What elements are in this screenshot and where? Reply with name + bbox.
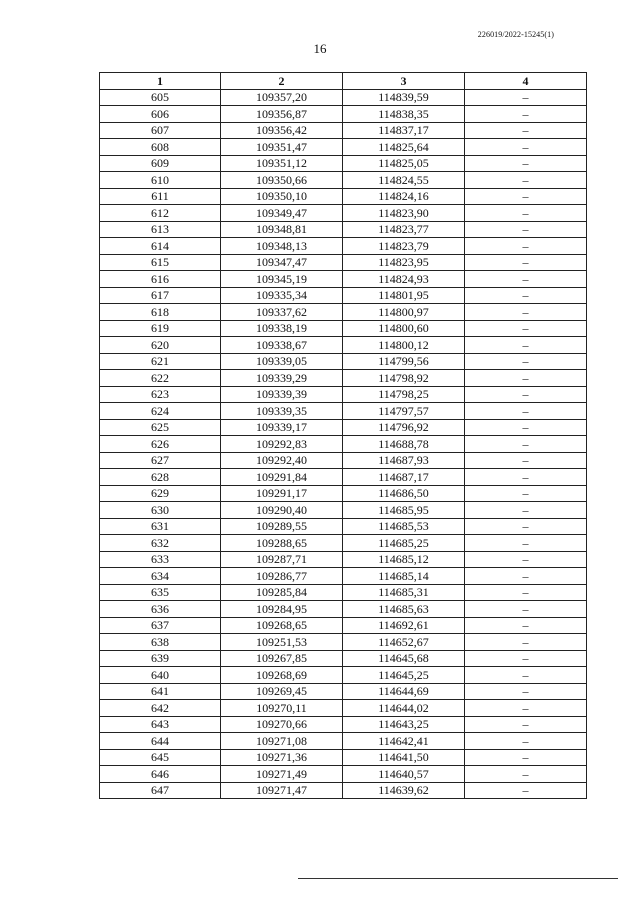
note-cell: – [465, 634, 587, 651]
x-coordinate-cell: 109350,66 [221, 172, 343, 189]
note-cell: – [465, 700, 587, 717]
y-coordinate-cell: 114823,77 [343, 221, 465, 238]
table-row [100, 634, 587, 651]
note-cell: – [465, 469, 587, 486]
note-cell: – [465, 386, 587, 403]
x-coordinate-cell: 109292,83 [221, 436, 343, 453]
x-coordinate-cell: 109290,40 [221, 502, 343, 519]
point-number-cell: 623 [100, 386, 221, 403]
table-row [100, 205, 587, 222]
point-number-cell: 639 [100, 650, 221, 667]
note-cell: – [465, 601, 587, 618]
table-row [100, 568, 587, 585]
point-number-cell: 641 [100, 683, 221, 700]
x-coordinate-cell: 109270,11 [221, 700, 343, 717]
note-cell: – [465, 122, 587, 139]
table-row [100, 304, 587, 321]
table-row [100, 271, 587, 288]
page-number: 16 [313, 41, 327, 56]
x-coordinate-cell: 109287,71 [221, 551, 343, 568]
y-coordinate-cell: 114640,57 [343, 766, 465, 783]
note-cell: – [465, 337, 587, 354]
x-coordinate-cell: 109349,47 [221, 205, 343, 222]
y-coordinate-cell: 114839,59 [343, 89, 465, 106]
table-row [100, 320, 587, 337]
y-coordinate-cell: 114685,25 [343, 535, 465, 552]
point-number-cell: 631 [100, 518, 221, 535]
point-number-cell: 625 [100, 419, 221, 436]
y-coordinate-cell: 114797,57 [343, 403, 465, 420]
y-coordinate-cell: 114799,56 [343, 353, 465, 370]
note-cell: – [465, 238, 587, 255]
note-cell: – [465, 535, 587, 552]
note-cell: – [465, 683, 587, 700]
x-coordinate-cell: 109350,10 [221, 188, 343, 205]
y-coordinate-cell: 114644,02 [343, 700, 465, 717]
table-row [100, 452, 587, 469]
note-cell: – [465, 617, 587, 634]
footer-rule [298, 878, 618, 879]
table-row [100, 89, 587, 106]
x-coordinate-cell: 109271,36 [221, 749, 343, 766]
note-cell: – [465, 782, 587, 799]
table-row [100, 667, 587, 684]
x-coordinate-cell: 109271,08 [221, 733, 343, 750]
x-coordinate-cell: 109285,84 [221, 584, 343, 601]
point-number-cell: 610 [100, 172, 221, 189]
x-coordinate-cell: 109335,34 [221, 287, 343, 304]
y-coordinate-cell: 114798,92 [343, 370, 465, 387]
y-coordinate-cell: 114687,17 [343, 469, 465, 486]
point-number-cell: 637 [100, 617, 221, 634]
point-number-cell: 636 [100, 601, 221, 618]
y-coordinate-cell: 114685,14 [343, 568, 465, 585]
point-number-cell: 606 [100, 106, 221, 123]
note-cell: – [465, 518, 587, 535]
y-coordinate-cell: 114692,61 [343, 617, 465, 634]
table-row [100, 485, 587, 502]
point-number-cell: 632 [100, 535, 221, 552]
x-coordinate-cell: 109339,29 [221, 370, 343, 387]
y-coordinate-cell: 114685,95 [343, 502, 465, 519]
table-row [100, 139, 587, 156]
x-coordinate-cell: 109269,45 [221, 683, 343, 700]
x-coordinate-cell: 109268,69 [221, 667, 343, 684]
note-cell: – [465, 502, 587, 519]
note-cell: – [465, 155, 587, 172]
x-coordinate-cell: 109339,39 [221, 386, 343, 403]
note-cell: – [465, 716, 587, 733]
x-coordinate-cell: 109289,55 [221, 518, 343, 535]
table-row [100, 650, 587, 667]
table-row [100, 188, 587, 205]
point-number-cell: 633 [100, 551, 221, 568]
y-coordinate-cell: 114645,25 [343, 667, 465, 684]
y-coordinate-cell: 114824,55 [343, 172, 465, 189]
y-coordinate-cell: 114685,31 [343, 584, 465, 601]
x-coordinate-cell: 109271,49 [221, 766, 343, 783]
point-number-cell: 624 [100, 403, 221, 420]
point-number-cell: 628 [100, 469, 221, 486]
note-cell: – [465, 188, 587, 205]
table-row [100, 733, 587, 750]
x-coordinate-cell: 109288,65 [221, 535, 343, 552]
table-body [100, 89, 587, 799]
point-number-cell: 605 [100, 89, 221, 106]
y-coordinate-cell: 114823,90 [343, 205, 465, 222]
x-coordinate-cell: 109339,35 [221, 403, 343, 420]
document-id: 226019/2022-15245(1) [477, 30, 554, 39]
point-number-cell: 627 [100, 452, 221, 469]
table-row [100, 700, 587, 717]
point-number-cell: 644 [100, 733, 221, 750]
point-number-cell: 608 [100, 139, 221, 156]
point-number-cell: 634 [100, 568, 221, 585]
y-coordinate-cell: 114800,60 [343, 320, 465, 337]
point-number-cell: 646 [100, 766, 221, 783]
point-number-cell: 616 [100, 271, 221, 288]
y-coordinate-cell: 114837,17 [343, 122, 465, 139]
table-row [100, 337, 587, 354]
point-number-cell: 612 [100, 205, 221, 222]
y-coordinate-cell: 114800,97 [343, 304, 465, 321]
y-coordinate-cell: 114652,67 [343, 634, 465, 651]
table-header-row [100, 73, 587, 90]
point-number-cell: 615 [100, 254, 221, 271]
point-number-cell: 638 [100, 634, 221, 651]
note-cell: – [465, 733, 587, 750]
note-cell: – [465, 650, 587, 667]
table-row [100, 469, 587, 486]
x-coordinate-cell: 109271,47 [221, 782, 343, 799]
point-number-cell: 614 [100, 238, 221, 255]
y-coordinate-cell: 114641,50 [343, 749, 465, 766]
point-number-cell: 613 [100, 221, 221, 238]
table-row [100, 584, 587, 601]
note-cell: – [465, 485, 587, 502]
point-number-cell: 629 [100, 485, 221, 502]
point-number-cell: 618 [100, 304, 221, 321]
table-row [100, 502, 587, 519]
y-coordinate-cell: 114824,93 [343, 271, 465, 288]
x-coordinate-cell: 109356,87 [221, 106, 343, 123]
point-number-cell: 619 [100, 320, 221, 337]
table-row [100, 766, 587, 783]
point-number-cell: 647 [100, 782, 221, 799]
note-cell: – [465, 221, 587, 238]
y-coordinate-cell: 114643,25 [343, 716, 465, 733]
x-coordinate-cell: 109348,13 [221, 238, 343, 255]
y-coordinate-cell: 114688,78 [343, 436, 465, 453]
table-row [100, 617, 587, 634]
note-cell: – [465, 205, 587, 222]
table-row [100, 238, 587, 255]
y-coordinate-cell: 114823,79 [343, 238, 465, 255]
point-number-cell: 607 [100, 122, 221, 139]
note-cell: – [465, 568, 587, 585]
x-coordinate-cell: 109268,65 [221, 617, 343, 634]
point-number-cell: 617 [100, 287, 221, 304]
note-cell: – [465, 419, 587, 436]
table-row [100, 386, 587, 403]
table-row [100, 419, 587, 436]
note-cell: – [465, 271, 587, 288]
point-number-cell: 640 [100, 667, 221, 684]
note-cell: – [465, 452, 587, 469]
table-row [100, 749, 587, 766]
column-header-2: 2 [221, 73, 343, 90]
note-cell: – [465, 766, 587, 783]
note-cell: – [465, 139, 587, 156]
table-row [100, 353, 587, 370]
table-row [100, 436, 587, 453]
y-coordinate-cell: 114685,12 [343, 551, 465, 568]
x-coordinate-cell: 109357,20 [221, 89, 343, 106]
table-row [100, 287, 587, 304]
y-coordinate-cell: 114825,05 [343, 155, 465, 172]
table-row [100, 551, 587, 568]
note-cell: – [465, 403, 587, 420]
x-coordinate-cell: 109339,17 [221, 419, 343, 436]
column-header-1: 1 [100, 73, 221, 90]
x-coordinate-cell: 109338,67 [221, 337, 343, 354]
y-coordinate-cell: 114645,68 [343, 650, 465, 667]
point-number-cell: 645 [100, 749, 221, 766]
note-cell: – [465, 749, 587, 766]
y-coordinate-cell: 114798,25 [343, 386, 465, 403]
y-coordinate-cell: 114644,69 [343, 683, 465, 700]
x-coordinate-cell: 109286,77 [221, 568, 343, 585]
note-cell: – [465, 353, 587, 370]
table-row [100, 172, 587, 189]
table-row [100, 122, 587, 139]
x-coordinate-cell: 109345,19 [221, 271, 343, 288]
note-cell: – [465, 667, 587, 684]
point-number-cell: 621 [100, 353, 221, 370]
x-coordinate-cell: 109348,81 [221, 221, 343, 238]
table-row [100, 683, 587, 700]
table-row [100, 370, 587, 387]
note-cell: – [465, 254, 587, 271]
y-coordinate-cell: 114824,16 [343, 188, 465, 205]
y-coordinate-cell: 114801,95 [343, 287, 465, 304]
x-coordinate-cell: 109339,05 [221, 353, 343, 370]
x-coordinate-cell: 109284,95 [221, 601, 343, 618]
table-row [100, 254, 587, 271]
note-cell: – [465, 436, 587, 453]
point-number-cell: 609 [100, 155, 221, 172]
note-cell: – [465, 320, 587, 337]
table-row [100, 155, 587, 172]
x-coordinate-cell: 109291,17 [221, 485, 343, 502]
point-number-cell: 622 [100, 370, 221, 387]
column-header-4: 4 [465, 73, 587, 90]
x-coordinate-cell: 109351,47 [221, 139, 343, 156]
point-number-cell: 643 [100, 716, 221, 733]
coordinates-table [99, 72, 587, 799]
y-coordinate-cell: 114685,53 [343, 518, 465, 535]
note-cell: – [465, 287, 587, 304]
point-number-cell: 626 [100, 436, 221, 453]
note-cell: – [465, 584, 587, 601]
x-coordinate-cell: 109291,84 [221, 469, 343, 486]
point-number-cell: 635 [100, 584, 221, 601]
note-cell: – [465, 370, 587, 387]
table-row [100, 601, 587, 618]
y-coordinate-cell: 114825,64 [343, 139, 465, 156]
x-coordinate-cell: 109356,42 [221, 122, 343, 139]
x-coordinate-cell: 109337,62 [221, 304, 343, 321]
note-cell: – [465, 172, 587, 189]
x-coordinate-cell: 109251,53 [221, 634, 343, 651]
table-row [100, 106, 587, 123]
point-number-cell: 611 [100, 188, 221, 205]
y-coordinate-cell: 114639,62 [343, 782, 465, 799]
table-row [100, 221, 587, 238]
x-coordinate-cell: 109351,12 [221, 155, 343, 172]
note-cell: – [465, 89, 587, 106]
point-number-cell: 620 [100, 337, 221, 354]
y-coordinate-cell: 114838,35 [343, 106, 465, 123]
point-number-cell: 642 [100, 700, 221, 717]
y-coordinate-cell: 114796,92 [343, 419, 465, 436]
table-row [100, 403, 587, 420]
y-coordinate-cell: 114687,93 [343, 452, 465, 469]
note-cell: – [465, 106, 587, 123]
table-row [100, 535, 587, 552]
table-row [100, 782, 587, 799]
x-coordinate-cell: 109270,66 [221, 716, 343, 733]
y-coordinate-cell: 114642,41 [343, 733, 465, 750]
x-coordinate-cell: 109338,19 [221, 320, 343, 337]
x-coordinate-cell: 109267,85 [221, 650, 343, 667]
y-coordinate-cell: 114823,95 [343, 254, 465, 271]
note-cell: – [465, 551, 587, 568]
y-coordinate-cell: 114800,12 [343, 337, 465, 354]
x-coordinate-cell: 109292,40 [221, 452, 343, 469]
x-coordinate-cell: 109347,47 [221, 254, 343, 271]
y-coordinate-cell: 114686,50 [343, 485, 465, 502]
note-cell: – [465, 304, 587, 321]
column-header-3: 3 [343, 73, 465, 90]
table-row [100, 716, 587, 733]
y-coordinate-cell: 114685,63 [343, 601, 465, 618]
table-row [100, 518, 587, 535]
point-number-cell: 630 [100, 502, 221, 519]
